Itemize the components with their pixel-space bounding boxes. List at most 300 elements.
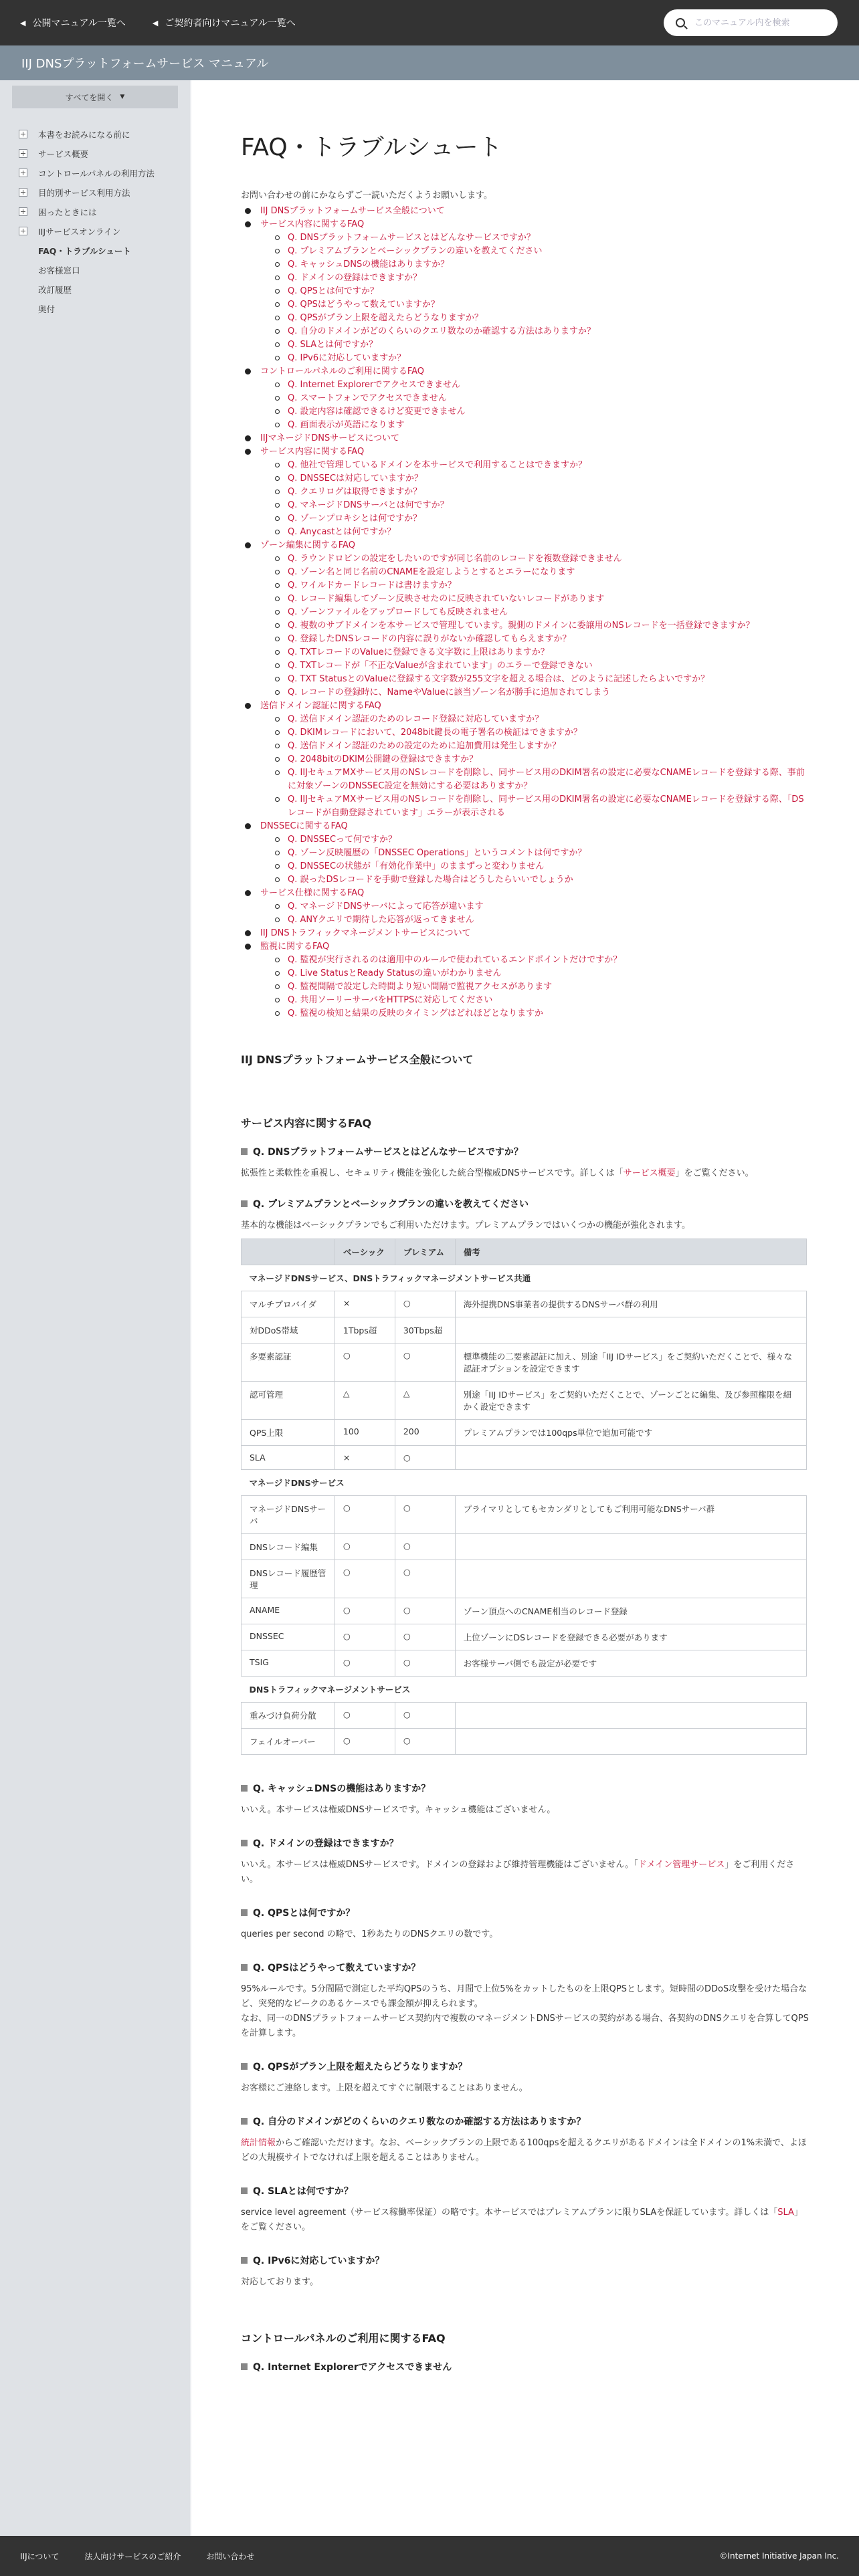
table-cell: ○ — [335, 1729, 395, 1755]
toc-link[interactable]: Q. 設定内容は確認できるけど変更できません — [288, 407, 466, 417]
toc-link[interactable]: Q. ANYクエリで期待した応答が返ってきません — [288, 915, 474, 925]
bullet-circle-icon — [275, 262, 280, 267]
table-cell: ○ — [335, 1598, 395, 1624]
sidebar-item-label: 本書をお読みになる前に — [38, 129, 130, 140]
sidebar-item-label: お客様窓口 — [38, 265, 80, 276]
public-manuals-link[interactable]: ◀ 公開マニュアル一覧へ — [20, 18, 126, 29]
table-cell — [455, 1703, 806, 1729]
toc-link[interactable]: Q. TXTレコードのValueに登録できる文字数に上限はありますか？ — [288, 647, 549, 657]
table-cell: ○ — [395, 1496, 455, 1534]
toc-item — [241, 258, 811, 272]
answer-text: 統計情報からご確認いただけます。なお、ベーシックプランの上限である100qpsを超えるクエリがあるドメインは全ドメインの1%未満で、よほどの大規模サイトでなければ上限を超えることはありません。 — [241, 2138, 807, 2163]
toc-item — [241, 499, 811, 512]
toc-item — [241, 365, 811, 379]
search-box[interactable] — [664, 9, 838, 36]
bullet-disc-icon — [245, 703, 251, 709]
copyright: ©Internet Initiative Japan Inc. — [719, 2551, 839, 2561]
table-cell: ○ — [395, 1560, 455, 1598]
toc-item — [241, 1007, 811, 1021]
bullet-circle-icon — [275, 423, 280, 427]
bullet-circle-icon — [275, 302, 280, 307]
toc-item — [241, 686, 811, 700]
square-bullet-icon — [241, 1148, 248, 1155]
toc-link[interactable]: Q. 複数のサブドメインを本サービスで管理しています。親側のドメインに委譲用のNSレコードを一括登録できますか？ — [288, 621, 755, 631]
toc-link[interactable]: Q. ドメインの登録はできますか？ — [288, 273, 422, 283]
toc-link[interactable]: Q. 監視間隔で設定した時間より短い間隔で監視アクセスがあります — [288, 982, 553, 992]
bullet-circle-icon — [275, 289, 280, 294]
table-row — [242, 1420, 807, 1446]
answer-text: 対応しております。 — [241, 2277, 318, 2287]
bullet-circle-icon — [275, 530, 280, 534]
table-cell: お客様サーバ側でも設定が必要です — [455, 1650, 806, 1677]
toc-item — [241, 887, 811, 900]
sidebar-item-label: 目的別サービス利用方法 — [38, 187, 130, 198]
bullet-circle-icon — [275, 490, 280, 494]
table-cell: ○ — [335, 1496, 395, 1534]
bullet-circle-icon — [275, 663, 280, 668]
plan-comparison-table — [241, 1239, 807, 1755]
bullet-circle-icon — [275, 864, 280, 869]
toc-link[interactable]: Q. ゾーン反映履歴の「DNSSEC Operations」というコメントは何ですか？ — [288, 848, 587, 858]
table-cell: ○ — [395, 1703, 455, 1729]
top-bar — [0, 0, 859, 45]
expand-plus-icon[interactable] — [19, 149, 27, 158]
table-row — [242, 1560, 807, 1598]
sidebar-item[interactable] — [0, 163, 190, 183]
expand-all-button[interactable]: すべてを開く ▼ — [12, 86, 178, 108]
square-bullet-icon — [241, 2257, 248, 2264]
toc-link[interactable]: Q. DNSプラットフォームサービスとはどんなサービスですか？ — [288, 233, 535, 243]
table-cell: TSIG — [242, 1650, 335, 1677]
square-bullet-icon — [241, 2118, 248, 2125]
main-content — [191, 80, 859, 2536]
table-section-row — [242, 1470, 807, 1496]
sidebar-item-label: 奥付 — [38, 304, 56, 314]
bullet-circle-icon — [275, 463, 280, 467]
square-bullet-icon — [241, 1909, 248, 1916]
sidebar-item[interactable] — [0, 183, 190, 202]
toc-item — [241, 379, 811, 392]
sidebar-nav — [0, 124, 190, 318]
toc-link[interactable]: Q. Live StatusとReady Statusの違いがわかりません — [288, 968, 502, 978]
answer-text: 基本的な機能はベーシックプランでもご利用いただけます。プレミアムプランではいくつかの機能が強化されます。 — [241, 1220, 690, 1230]
toc-link[interactable]: Q. DNSSECは対応していますか？ — [288, 473, 423, 484]
table-cell: 対DDoS帯域 — [242, 1317, 335, 1344]
toc-item — [241, 566, 811, 579]
sla-link[interactable]: SLA — [777, 2208, 794, 2218]
bullet-disc-icon — [245, 890, 251, 896]
table-row — [242, 1344, 807, 1382]
table-cell: 認可管理 — [242, 1382, 335, 1420]
square-bullet-icon — [241, 2363, 248, 2370]
bullet-circle-icon — [275, 396, 280, 401]
manual-title[interactable]: IIJ DNSプラットフォームサービス マニュアル — [21, 57, 269, 71]
table-cell: ○ — [395, 1291, 455, 1317]
toc-link[interactable]: Q. レコードの登録時に、NameやValueに該当ゾーン名が勝手に追加されてしまう — [288, 687, 611, 697]
toc-link[interactable]: サービス内容に関するFAQ — [260, 447, 365, 457]
footer-link[interactable]: IIJについて — [20, 2551, 60, 2561]
toc-item — [241, 539, 811, 552]
bullet-circle-icon — [275, 623, 280, 628]
toc-link[interactable]: Q. スマートフォンでアクセスできません — [288, 393, 447, 403]
toc-item — [241, 432, 811, 445]
sidebar-item[interactable] — [0, 241, 190, 260]
table-row — [242, 1729, 807, 1755]
table-cell: 海外提携DNS事業者の提供するDNSサーバ群の利用 — [455, 1291, 806, 1317]
sidebar-item-label: IIJサービスオンライン — [38, 226, 121, 237]
toc-link[interactable]: Q. 誤ったDSレコードを手動で登録した場合はどうしたらいいでしょうか — [288, 875, 573, 885]
table-cell — [455, 1317, 806, 1344]
service-overview-link[interactable]: サービス概要 — [623, 1168, 676, 1178]
expand-plus-icon[interactable] — [19, 207, 27, 216]
table-section-row — [242, 1677, 807, 1703]
answer-text: queries per second の略で、1秒あたりのDNSクエリの数です。 — [241, 1929, 498, 1939]
toc-link[interactable]: Q. 登録したDNSレコードの内容に誤りがないか確認してもらえますか？ — [288, 634, 571, 644]
toc-link[interactable]: IIJ DNSトラフィックマネージメントサービスについて — [260, 928, 471, 938]
table-cell: ○ — [395, 1650, 455, 1677]
bullet-circle-icon — [275, 650, 280, 655]
table-cell: SLA — [242, 1446, 335, 1470]
toc-item — [241, 218, 811, 231]
toc-item — [241, 740, 811, 753]
toc-link[interactable]: Q. IIJセキュアMXサービス用のNSレコードを削除し、同サービス用のDKIM署名の設定に必要なCNAMEレコードを登録する際、「DSレコードが自動登録されています」エラーが表示される — [288, 794, 804, 818]
sidebar-item[interactable] — [0, 221, 190, 241]
toc-link[interactable]: Q. 送信ドメイン認証のための設定のために追加費用は発生しますか？ — [288, 741, 561, 751]
table-cell — [455, 1560, 806, 1598]
table-cell: ○ — [395, 1624, 455, 1650]
bullet-disc-icon — [245, 368, 251, 374]
toc-item — [241, 205, 811, 218]
statistics-link[interactable]: 統計情報 — [241, 2138, 276, 2148]
table-cell: ○ — [395, 1534, 455, 1560]
toc-link[interactable]: 監視に関するFAQ — [260, 942, 330, 952]
sidebar — [0, 80, 190, 2536]
bullet-circle-icon — [275, 797, 280, 802]
toc-item — [241, 713, 811, 726]
table-cell: プレミアムプランでは100qps単位で追加可能です — [455, 1420, 806, 1446]
bullet-circle-icon — [275, 877, 280, 882]
toc-link[interactable]: Q. ゾーン名と同じ名前のCNAMEを設定しようとするとエラーになります — [288, 567, 575, 577]
table-row — [242, 1291, 807, 1317]
table-row — [242, 1446, 807, 1470]
table-cell: ○ — [335, 1650, 395, 1677]
bullet-circle-icon — [275, 690, 280, 695]
table-row — [242, 1703, 807, 1729]
table-section-title: DNSトラフィックマネージメントサービス — [242, 1677, 807, 1703]
expand-plus-icon[interactable] — [19, 130, 27, 138]
table-cell: ○ — [395, 1446, 455, 1470]
bullet-circle-icon — [275, 476, 280, 481]
toc-link[interactable]: Q. 自分のドメインがどのくらいのクエリ数なのか確認する方法はありますか？ — [288, 326, 595, 336]
bullet-circle-icon — [275, 971, 280, 976]
domain-management-link[interactable]: ドメイン管理サービス — [638, 1860, 725, 1870]
toc-item — [241, 405, 811, 419]
bullet-disc-icon — [245, 944, 251, 950]
table-cell: ○ — [395, 1598, 455, 1624]
toc-link[interactable]: Q. ゾーンファイルをアップロードしても反映されません — [288, 607, 508, 617]
table-header-cell: プレミアム — [395, 1239, 455, 1265]
toc-link[interactable]: サービス仕様に関するFAQ — [260, 888, 365, 898]
table-header-cell: 備考 — [455, 1239, 806, 1265]
table-cell: 30Tbps超 — [395, 1317, 455, 1344]
toc-link[interactable]: Q. レコード編集してゾーン反映させたのに反映されていないレコードがあります — [288, 594, 605, 604]
bullet-circle-icon — [275, 409, 280, 414]
bullet-disc-icon — [245, 930, 251, 936]
toc-item — [241, 285, 811, 298]
section-control-panel-title: コントロールパネルのご利用に関するFAQ — [241, 2332, 446, 2345]
answer-text: いいえ。本サービスは権威DNSサービスです。ドメインの登録および維持管理機能はございません。「ドメイン管理サービス」をご利用ください。 — [241, 1860, 795, 1885]
bullet-circle-icon — [275, 998, 280, 1002]
table-cell — [455, 1534, 806, 1560]
chevron-left-icon: ◀ — [20, 18, 26, 27]
toc-item — [241, 325, 811, 338]
square-bullet-icon — [241, 1840, 248, 1846]
toc-item — [241, 445, 811, 459]
toc-link[interactable]: Q. DKIMレコードにおいて、2048bit鍵長の電子署名の検証はできますか？ — [288, 728, 582, 738]
table-cell: ○ — [335, 1534, 395, 1560]
toc-link[interactable]: Q. 監視が実行されるのは適用中のルールで使われているエンドポイントだけですか？ — [288, 955, 622, 965]
toc-link[interactable]: Q. マネージドDNSサーバとは何ですか？ — [288, 500, 449, 510]
page-title: FAQ・トラブルシュート — [241, 134, 502, 161]
toc-item — [241, 593, 811, 606]
sidebar-item[interactable] — [0, 124, 190, 144]
sidebar-item[interactable] — [0, 260, 190, 280]
bullet-circle-icon — [275, 744, 280, 748]
bullet-circle-icon — [275, 677, 280, 681]
question-heading: Q. 自分のドメインがどのくらいのクエリ数なのか確認する方法はありますか？ — [241, 2115, 811, 2128]
bullet-circle-icon — [275, 904, 280, 909]
toc-link[interactable]: Q. 監視の検知と結果の反映のタイミングはどれほどとなりますか — [288, 1008, 543, 1018]
bullet-circle-icon — [275, 383, 280, 387]
question-heading: Q. DNSプラットフォームサービスとはどんなサービスですか？ — [241, 1145, 811, 1158]
square-bullet-icon — [241, 1200, 248, 1207]
toc-link[interactable]: Q. キャッシュDNSの機能はありますか？ — [288, 259, 450, 270]
sidebar-item[interactable] — [0, 280, 190, 299]
table-cell: 1Tbps超 — [335, 1317, 395, 1344]
toc-item — [241, 472, 811, 486]
toc-link[interactable]: Q. DNSSECの状態が「有効化作業中」のままずっと変わりません — [288, 861, 545, 871]
toc-link[interactable]: Q. DNSSECって何ですか？ — [288, 835, 397, 845]
toc-item — [241, 847, 811, 860]
footer-link[interactable]: 法人向けサービスのご紹介 — [84, 2551, 181, 2561]
toc-link[interactable]: ゾーン編集に関するFAQ — [260, 540, 355, 550]
square-bullet-icon — [241, 2063, 248, 2070]
question-heading: Q. Internet Explorerでアクセスできません — [241, 2360, 811, 2373]
table-cell: DNSレコード履歴管理 — [242, 1560, 335, 1598]
bullet-circle-icon — [275, 1011, 280, 1016]
question-heading: Q. キャッシュDNSの機能はありますか？ — [241, 1782, 811, 1795]
toc-item — [241, 272, 811, 285]
toc-link[interactable]: サービス内容に関するFAQ — [260, 219, 365, 229]
answer-text: service level agreement（サービス稼働率保証）の略です。本サービスではプレミアムプランに限りSLAを保証しています。詳しくは「SLA」をご覧ください。 — [241, 2208, 803, 2232]
toc-item — [241, 659, 811, 673]
table-cell: 200 — [395, 1420, 455, 1446]
chevron-left-icon: ◀ — [152, 18, 159, 27]
toc-item — [241, 606, 811, 619]
table-cell: マネージドDNSサーバ — [242, 1496, 335, 1534]
toc-link[interactable]: Q. QPSとは何ですか？ — [288, 286, 379, 296]
table-cell: 重みづけ負荷分散 — [242, 1703, 335, 1729]
toc-link[interactable]: Q. クエリログは取得できますか？ — [288, 487, 422, 497]
toc-item — [241, 954, 811, 967]
sidebar-item[interactable] — [0, 299, 190, 318]
bullet-circle-icon — [275, 730, 280, 735]
bullet-circle-icon — [275, 249, 280, 253]
bullet-circle-icon — [275, 610, 280, 615]
bullet-circle-icon — [275, 276, 280, 280]
bullet-circle-icon — [275, 958, 280, 962]
toc-item — [241, 512, 811, 526]
answer-text: お客様にご連絡します。上限を超えてすぐに制限することはありません。 — [241, 2083, 528, 2093]
table-row — [242, 1598, 807, 1624]
toc-link[interactable]: Q. QPSがプラン上限を超えたらどうなりますか？ — [288, 313, 483, 323]
toc-link[interactable]: Q. ゾーンプロキシとは何ですか？ — [288, 514, 422, 524]
table-cell: ○ — [335, 1703, 395, 1729]
toc-item — [241, 820, 811, 833]
toc-item — [241, 245, 811, 258]
bullet-circle-icon — [275, 837, 280, 842]
toc-item — [241, 873, 811, 887]
toc-item — [241, 833, 811, 847]
bullet-circle-icon — [275, 757, 280, 762]
toc-link[interactable]: Q. 2048bitのDKIM公開鍵の登録はできますか？ — [288, 754, 478, 764]
toc-item — [241, 579, 811, 593]
toc-item — [241, 940, 811, 954]
table-cell: ○ — [395, 1729, 455, 1755]
toc-link[interactable]: Q. Internet Explorerでアクセスできません — [288, 380, 460, 390]
sidebar-item-label: 困ったときには — [38, 207, 97, 217]
bullet-disc-icon — [245, 435, 251, 441]
bullet-disc-icon — [245, 449, 251, 455]
toc-link[interactable]: Q. Anycastとは何ですか？ — [288, 527, 396, 537]
question-heading: Q. QPSとは何ですか？ — [241, 1906, 811, 1919]
expand-plus-icon[interactable] — [19, 188, 27, 197]
bullet-circle-icon — [275, 342, 280, 347]
toc-link[interactable]: Q. 他社で管理しているドメインを本サービスで利用することはできますか？ — [288, 460, 587, 470]
bullet-disc-icon — [245, 823, 251, 829]
toc-link[interactable]: Q. TXT StatusとのValueに登録する文字数が255文字を超える場合は、どのように記述したらよいですか？ — [288, 674, 710, 684]
table-cell: 多要素認証 — [242, 1344, 335, 1382]
bullet-disc-icon — [245, 208, 251, 214]
toc-link[interactable]: DNSSECに関するFAQ — [260, 821, 348, 831]
toc-item — [241, 900, 811, 914]
toc-item — [241, 726, 811, 740]
sidebar-item-label: コントロールパネルの利用方法 — [38, 168, 155, 179]
toc-link[interactable]: Q. IIJセキュアMXサービス用のNSレコードを削除し、同サービス用のDKIM署名の設定に必要なCNAMEレコードを登録する際、事前に対象ゾーンのDNSSEC設定を無効にする必要はありますか？ — [288, 768, 805, 791]
table-cell: × — [335, 1291, 395, 1317]
question-heading: Q. SLAとは何ですか？ — [241, 2184, 811, 2197]
answer-text: 拡張性と柔軟性を重視し、セキュリティ機能を強化した統合型権威DNSサービスです。詳しくは「サービス概要」をご覧ください。 — [241, 1168, 754, 1178]
toc-link[interactable]: Q. プレミアムプランとベーシックプランの違いを教えてください — [288, 246, 543, 256]
toc-item — [241, 312, 811, 325]
table-cell — [455, 1446, 806, 1470]
table-cell: プライマリとしてもセカンダリとしてもご利用可能なDNSサーバ群 — [455, 1496, 806, 1534]
bullet-circle-icon — [275, 637, 280, 641]
answer-text: なお、同一のDNSプラットフォームサービス契約内で複数のマネージメントDNSサービスの契約がある場合、各契約のDNSクエリを合算してQPSを計算します。 — [241, 2014, 809, 2038]
question-heading: Q. QPSはどうやって数えていますか？ — [241, 1961, 811, 1974]
footer-link[interactable]: お問い合わせ — [206, 2551, 255, 2561]
section-general-title: IIJ DNSプラットフォームサービス全般について — [241, 1053, 474, 1066]
square-bullet-icon — [241, 1964, 248, 1971]
toc-link[interactable]: Q. TXTレコードが「不正なValueが含まれています」のエラーで登録できない — [288, 661, 593, 671]
table-cell: DNSレコード編集 — [242, 1534, 335, 1560]
toc-link[interactable]: Q. SLAとは何ですか？ — [288, 340, 378, 350]
bullet-disc-icon — [245, 221, 251, 227]
search-input[interactable] — [694, 18, 828, 28]
toc-item — [241, 633, 811, 646]
toc-item — [241, 552, 811, 566]
bullet-circle-icon — [275, 356, 280, 360]
toc-link[interactable]: Q. ワイルドカードレコードは書けますか？ — [288, 580, 456, 591]
expand-plus-icon[interactable] — [19, 169, 27, 177]
table-cell: 上位ゾーンにDSレコードを登録できる必要があります — [455, 1624, 806, 1650]
sidebar-item-label: 改訂履歴 — [38, 284, 72, 295]
toc-link[interactable]: Q. QPSはどうやって数えていますか？ — [288, 300, 440, 310]
bullet-circle-icon — [275, 556, 280, 561]
bullet-circle-icon — [275, 851, 280, 855]
toc-item — [241, 486, 811, 499]
toc-item — [241, 526, 811, 539]
section-service-faq-title: サービス内容に関するFAQ — [241, 1117, 372, 1130]
search-icon[interactable] — [676, 18, 685, 27]
table-row — [242, 1496, 807, 1534]
toc-link[interactable]: IIJ DNSプラットフォームサービス全般について — [260, 206, 445, 216]
table-row — [242, 1534, 807, 1560]
bullet-circle-icon — [275, 770, 280, 775]
bullet-circle-icon — [275, 570, 280, 574]
table-cell: ○ — [335, 1624, 395, 1650]
toc-item — [241, 980, 811, 994]
bullet-circle-icon — [275, 583, 280, 588]
toc-link[interactable]: IIJマネージドDNSサービスについて — [260, 433, 399, 443]
table-cell: ○ — [335, 1560, 395, 1598]
toc-item — [241, 352, 811, 365]
toc-link[interactable]: Q. 共用ソーリーサーバをHTTPSに対応してください — [288, 995, 493, 1005]
bullet-circle-icon — [275, 516, 280, 521]
toc-link[interactable]: Q. 送信ドメイン認証のためのレコード登録に対応していますか？ — [288, 714, 544, 724]
toc-link[interactable]: Q. 画面表示が英語になります — [288, 420, 405, 430]
bullet-circle-icon — [275, 316, 280, 320]
table-cell — [455, 1729, 806, 1755]
toc-link[interactable]: 送信ドメイン認証に関するFAQ — [260, 701, 381, 711]
bullet-circle-icon — [275, 717, 280, 722]
table-section-row — [242, 1265, 807, 1291]
question-heading: Q. QPSがプラン上限を超えたらどうなりますか？ — [241, 2060, 811, 2073]
toc-item — [241, 766, 811, 793]
table-cell: ANAME — [242, 1598, 335, 1624]
expand-plus-icon[interactable] — [19, 227, 27, 235]
toc-link[interactable]: Q. マネージドDNSサーバによって応答が違います — [288, 901, 484, 911]
table-cell: 標準機能の二要素認証に加え、別途「IIJ IDサービス」をご契約いただくことで、様々な認証オプションを設定できます — [455, 1344, 806, 1382]
toc-link[interactable]: Q. IPv6に対応していますか？ — [288, 353, 406, 363]
table-of-contents — [241, 205, 811, 1021]
toc-item — [241, 673, 811, 686]
table-row — [242, 1317, 807, 1344]
question-heading: Q. プレミアムプランとベーシックプランの違いを教えてください — [241, 1197, 811, 1210]
sidebar-item[interactable] — [0, 144, 190, 163]
contract-manuals-link[interactable]: ◀ ご契約者向けマニュアル一覧へ — [152, 18, 296, 29]
sidebar-item[interactable] — [0, 202, 190, 221]
toc-item — [241, 298, 811, 312]
bullet-disc-icon — [245, 542, 251, 548]
toc-link[interactable]: Q. ラウンドロビンの設定をしたいのですが同じ名前のレコードを複数登録できません — [288, 554, 622, 564]
toc-item — [241, 392, 811, 405]
toc-link[interactable]: コントロールパネルのご利用に関するFAQ — [260, 366, 425, 377]
toc-item — [241, 419, 811, 432]
toc-item — [241, 619, 811, 633]
chevron-down-icon: ▼ — [120, 94, 125, 100]
table-header-row — [242, 1239, 807, 1265]
